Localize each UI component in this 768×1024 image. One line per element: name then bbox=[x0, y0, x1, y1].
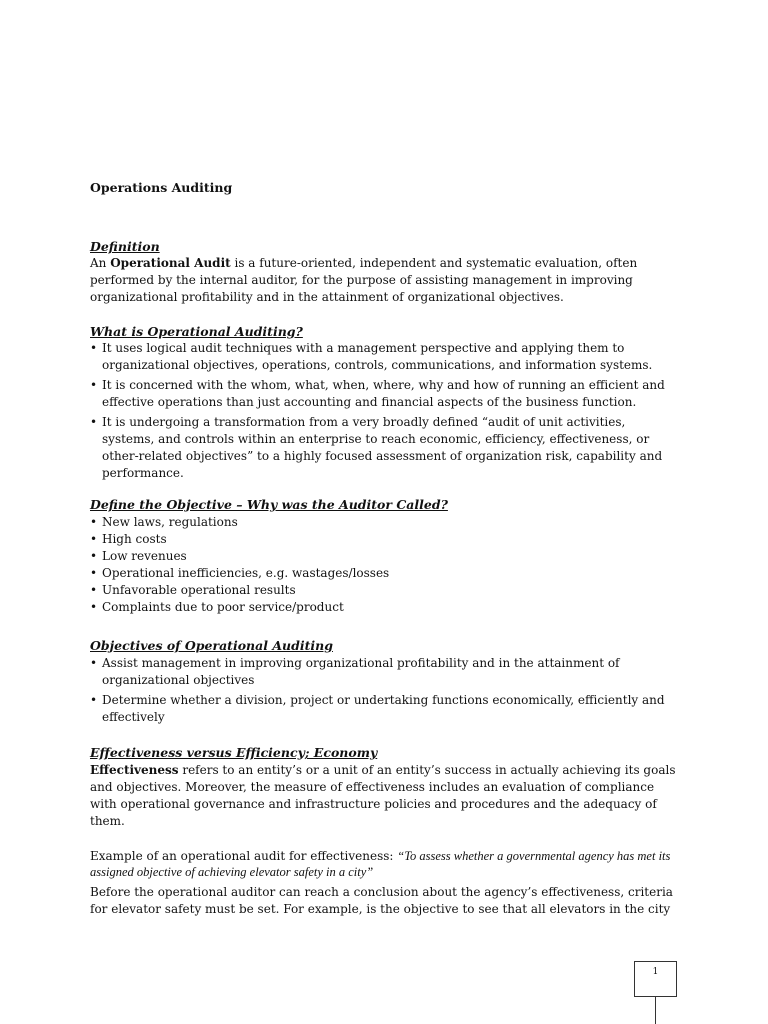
what-is-heading: What is Operational Auditing? bbox=[90, 324, 303, 339]
effectiveness-heading: Effectiveness versus Efficiency; Economy bbox=[90, 745, 378, 760]
bullet-icon: • bbox=[90, 532, 98, 546]
definition-heading: Definition bbox=[90, 239, 160, 254]
page-divider-line bbox=[655, 997, 656, 1024]
bullet-icon: • bbox=[90, 341, 98, 355]
page-number: 1 bbox=[652, 967, 659, 977]
list-item: • High costs bbox=[90, 532, 167, 546]
example-lead: Example of an operational audit for effectiveness: bbox=[90, 849, 398, 863]
list-item: • It is undergoing a transformation from a very broadly defined “audit of unit activities, systems, and controls within an enterprise to reach economic, efficiency, effectiveness, or other-related objectives” to a highly focused assessment of organization risk, capability and performance. bbox=[90, 415, 663, 480]
bullet-icon: • bbox=[90, 415, 98, 429]
definition-term: Operational Audit bbox=[110, 256, 231, 270]
objectives-heading: Objectives of Operational Auditing bbox=[90, 638, 333, 653]
effectiveness-paragraph bbox=[90, 762, 678, 830]
list-item: • Operational inefficiencies, e.g. wastages/losses bbox=[90, 566, 390, 580]
bullet-icon: • bbox=[90, 656, 98, 670]
effectiveness-term: Effectiveness bbox=[90, 763, 179, 777]
definition-lead: An bbox=[90, 256, 111, 270]
bullet-icon: • bbox=[90, 566, 98, 580]
definition-paragraph bbox=[90, 255, 678, 306]
bullet-icon: • bbox=[90, 515, 98, 529]
list-item: • Unfavorable operational results bbox=[90, 583, 296, 597]
list-item: • It is concerned with the whom, what, when, where, why and how of running an efficient and effective operations than just accounting and financial aspects of the business function. bbox=[90, 378, 665, 409]
what-is-list bbox=[90, 340, 678, 482]
definition-text: is a future-oriented, independent and systematic evaluation, often performed by the internal auditor, for the purpose of assisting management in improving organizational profitability and in the attainment of organizational objectives. bbox=[90, 256, 638, 304]
objectives-list bbox=[90, 655, 678, 726]
effectiveness-example bbox=[90, 848, 678, 880]
list-item: • Determine whether a division, project or undertaking functions economically, efficiently and effectively bbox=[90, 693, 665, 724]
define-objective-heading: Define the Objective – Why was the Auditor Called? bbox=[90, 497, 448, 512]
effectiveness-followup: Before the operational auditor can reach a conclusion about the agency’s effectiveness, criteria for elevator safety must be set. For example, is the objective to see that all elevators in the city bbox=[90, 885, 673, 916]
bullet-icon: • bbox=[90, 600, 98, 614]
list-item: • Complaints due to poor service/product bbox=[90, 600, 344, 614]
effectiveness-text: refers to an entity’s or a unit of an entity’s success in actually achieving its goals and objectives. Moreover, the measure of effectiveness includes an evaluation of compliance with operational governance and infrastructure policies and procedures and the adequacy of them. bbox=[90, 763, 676, 828]
list-item: • Assist management in improving organizational profitability and in the attainment of organizational objectives bbox=[90, 656, 620, 687]
bullet-icon: • bbox=[90, 583, 98, 597]
bullet-icon: • bbox=[90, 378, 98, 392]
list-item: • New laws, regulations bbox=[90, 515, 238, 529]
list-item: • Low revenues bbox=[90, 549, 187, 563]
page-number-box bbox=[634, 961, 677, 997]
bullet-icon: • bbox=[90, 693, 98, 707]
define-objective-list bbox=[90, 514, 678, 616]
example-quote: “To assess whether a governmental agency has met its assigned objective of achieving elevator safety in a city” bbox=[90, 849, 671, 879]
document-title: Operations Auditing bbox=[90, 180, 233, 195]
list-item: • It uses logical audit techniques with a management perspective and applying them to organizational objectives, operations, controls, communications, and information systems. bbox=[90, 341, 653, 372]
bullet-icon: • bbox=[90, 549, 98, 563]
